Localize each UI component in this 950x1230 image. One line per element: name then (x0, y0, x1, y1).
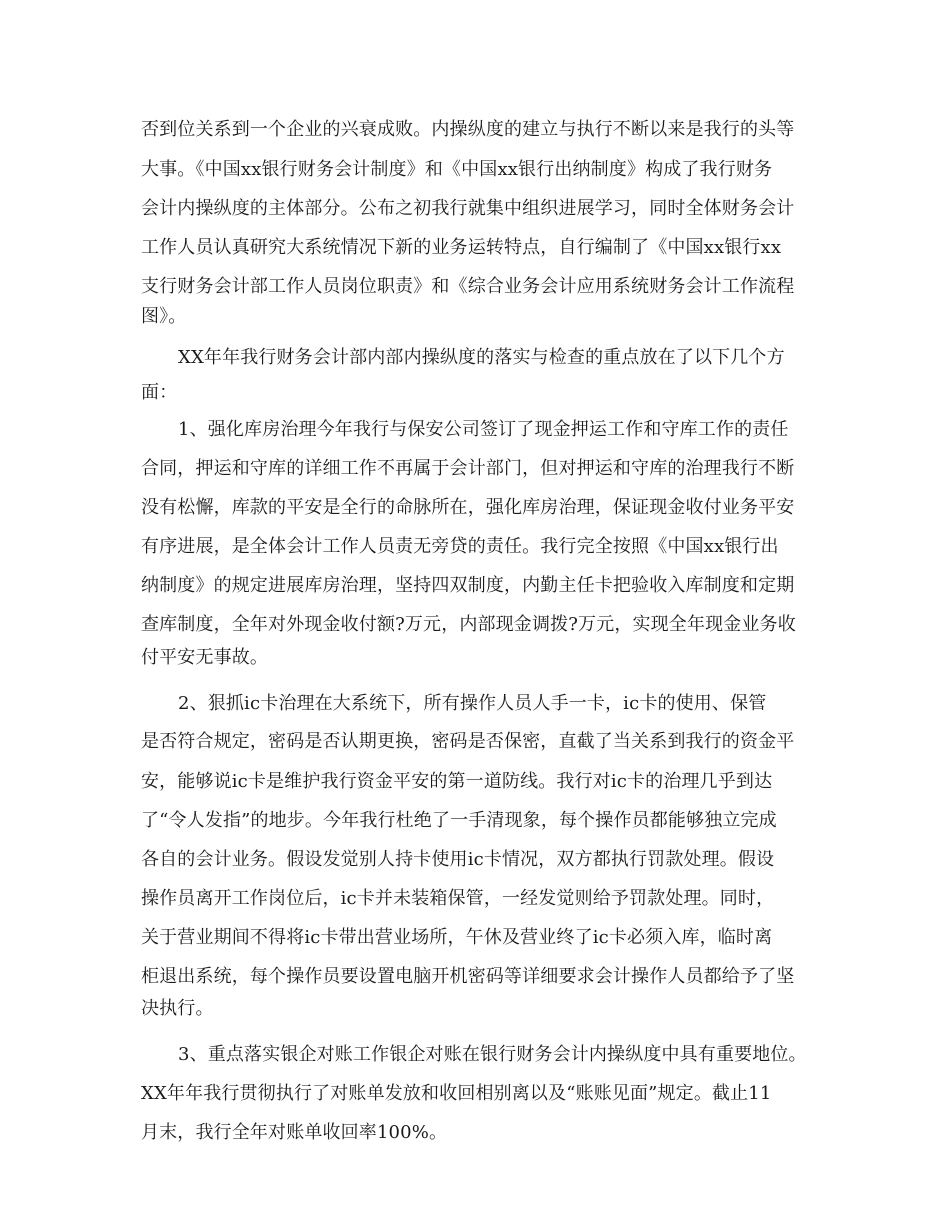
text-line: 纳制度》的规定进展库房治理，坚持四双制度，内勤主任卡把验收入库制度和定期 (141, 575, 795, 596)
text-line: 合同，押运和守库的详细工作不再属于会计部门，但对押运和守库的治理我行不断 (141, 458, 795, 479)
text-line: 3、重点落实银企对账工作银企对账在银行财务会计内操纵度中具有重要地位。 (178, 1044, 807, 1065)
text-line: 月末，我行全年对账单收回率100%。 (141, 1122, 448, 1143)
text-line: 查库制度，全年对外现金收付额?万元，内部现金调拨?万元，实现全年现金业务收 (141, 614, 796, 635)
text-line: 操作员离开工作岗位后，ic卡并未装箱保管，一经发觉则给予罚款处理。同时， (141, 888, 775, 909)
text-line: 工作人员认真研究大系统情况下新的业务运转特点，自行编制了《中国xx银行xx (141, 237, 782, 258)
text-line: 安，能够说ic卡是维护我行资金平安的第一道防线。我行对ic卡的治理几乎到达 (141, 771, 773, 792)
text-line: 各自的会计业务。假设发觉别人持卡使用ic卡情况，双方都执行罚款处理。假设 (141, 849, 775, 870)
text-line: XX年年我行贯彻执行了对账单发放和收回相别离以及“账账见面”规定。截止11 (141, 1083, 772, 1104)
text-line: XX年年我行财务会计部内部内操纵度的落实与检查的重点放在了以下几个方 (178, 347, 785, 368)
text-line: 2、狠抓ic卡治理在大系统下，所有操作人员人手一卡，ic卡的使用、保管 (178, 693, 767, 714)
text-line: 关于营业期间不得将ic卡带出营业场所，午休及营业终了ic卡必须入库，临时离 (141, 927, 773, 948)
text-line: 付平安无事故。 (141, 647, 269, 668)
text-line: 了“令人发指”的地步。今年我行杜绝了一手清现象，每个操作员都能够独立完成 (141, 810, 777, 831)
text-line: 决执行。 (141, 998, 214, 1019)
text-line: 会计内操纵度的主体部分。公布之初我行就集中组织进展学习，同时全体财务会计 (141, 198, 795, 219)
text-line: 1、强化库房治理今年我行与保安公司签订了现金押运工作和守库工作的责任 (178, 419, 789, 440)
text-line: 面： (141, 382, 178, 403)
text-line: 否到位关系到一个企业的兴衰成败。内操纵度的建立与执行不断以来是我行的头等 (141, 119, 795, 140)
text-line: 支行财务会计部工作人员岗位职责》和《综合业务会计应用系统财务会计工作流程 (141, 276, 795, 297)
text-line: 没有松懈，库款的平安是全行的命脉所在，强化库房治理，保证现金收付业务平安 (141, 497, 795, 518)
text-line: 有序进展，是全体会计工作人员责无旁贷的责任。我行完全按照《中国xx银行出 (141, 536, 779, 557)
text-line: 是否符合规定，密码是否认期更换，密码是否保密，直截了当关系到我行的资金平 (141, 731, 795, 752)
text-line: 大事。《中国xx银行财务会计制度》和《中国xx银行出纳制度》构成了我行财务 (141, 159, 773, 180)
text-line: 图》。 (141, 306, 187, 327)
text-line: 柜退出系统，每个操作员要设置电脑开机密码等详细要求会计操作人员都给予了坚 (141, 966, 795, 987)
